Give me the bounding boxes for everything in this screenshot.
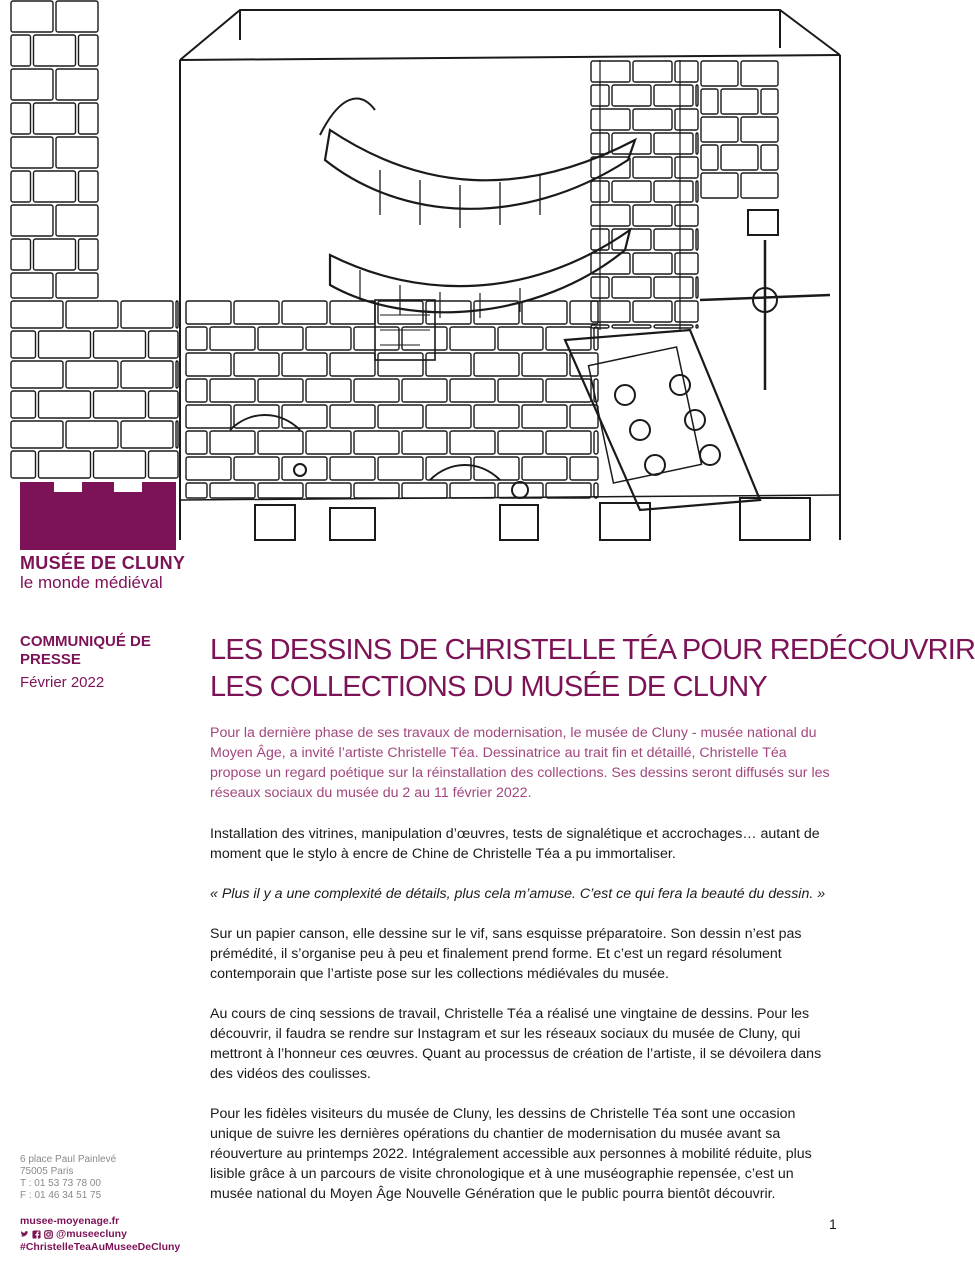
brick	[721, 89, 758, 114]
logo-shape	[20, 482, 176, 550]
brick	[675, 61, 698, 82]
body-paragraph-1: Installation des vitrines, manipulation d’œuvres, tests de signalétique et accrochages… autant de moment que le stylo à encre de Chine de Christelle Téa a pu immortaliser.	[210, 826, 820, 862]
brick	[701, 173, 738, 198]
brick	[94, 331, 146, 358]
brick	[701, 145, 718, 170]
brick	[633, 109, 672, 130]
brick	[378, 353, 423, 376]
brick	[675, 157, 698, 178]
brick	[591, 157, 630, 178]
page-number: 1	[829, 1216, 837, 1232]
brick	[612, 277, 651, 298]
brick	[330, 457, 375, 480]
social-line	[20, 1228, 210, 1241]
brick	[11, 69, 53, 100]
brick	[234, 301, 279, 324]
brick	[591, 109, 630, 130]
brick	[654, 229, 693, 250]
brick	[696, 85, 698, 106]
brick	[66, 361, 118, 388]
facebook-icon[interactable]	[32, 1230, 41, 1239]
brick	[11, 205, 53, 236]
brick	[79, 171, 99, 202]
brick	[450, 327, 495, 350]
logo-title[interactable]: MUSÉE DE CLUNY	[20, 553, 186, 573]
brick	[426, 353, 471, 376]
hero-illustration	[0, 0, 881, 548]
brick	[612, 325, 651, 328]
brick	[56, 1, 98, 32]
brick	[11, 361, 63, 388]
brick	[34, 171, 76, 202]
brick	[591, 301, 630, 322]
brick	[633, 301, 672, 322]
museum-address	[20, 1154, 190, 1202]
brick	[186, 353, 231, 376]
body-paragraph-2: Sur un papier canson, elle dessine sur le vif, sans esquisse préparatoire. Son dessin n’est pas prémédité, il s’organise peu à peu et finalement prend forme. Et c’est un regard résolument contemporain que l’artiste pose sur les collections médiévales du musée.	[210, 926, 802, 982]
brick	[258, 483, 303, 498]
brick	[696, 325, 698, 328]
brick	[450, 379, 495, 402]
body-paragraph-3: Au cours de cinq sessions de travail, Christelle Téa a réalisé une vingtaine de dessins. Pour les découvrir, il faudra se rendre sur Instagram et sur les réseaux sociaux du musée de Cluny, qui mettront à l’honneur ces œuvres. Quant au processus de création de l’artiste, il se dévoilera dans des vidéos des coulisses.	[210, 1006, 822, 1082]
brick	[378, 405, 423, 428]
brick	[282, 405, 327, 428]
brick	[675, 205, 698, 226]
brick	[450, 483, 495, 498]
logo-subtitle: le monde médiéval	[20, 573, 163, 592]
brick	[330, 353, 375, 376]
instagram-icon[interactable]	[44, 1230, 53, 1239]
brick	[234, 457, 279, 480]
brick	[282, 457, 327, 480]
brick	[633, 157, 672, 178]
brick	[56, 273, 98, 298]
brick	[402, 379, 447, 402]
brick	[696, 133, 698, 154]
brick	[570, 457, 598, 480]
brick	[701, 89, 718, 114]
brick	[633, 205, 672, 226]
brick	[498, 327, 543, 350]
brick	[258, 431, 303, 454]
brick	[186, 483, 207, 498]
title-line-2: LES COLLECTIONS DU MUSÉE DE CLUNY	[210, 671, 767, 703]
brick	[721, 145, 758, 170]
brick	[696, 229, 698, 250]
brick	[306, 483, 351, 498]
address-street: 6 place Paul Painlevé	[20, 1154, 117, 1165]
brick	[654, 277, 693, 298]
brick	[761, 145, 778, 170]
brick	[11, 1, 53, 32]
brick	[591, 205, 630, 226]
brick	[633, 61, 672, 82]
brick	[522, 353, 567, 376]
brick	[282, 353, 327, 376]
brick	[11, 273, 53, 298]
website-link[interactable]: musee-moyenage.fr	[20, 1215, 120, 1227]
brick	[546, 483, 591, 498]
brick	[594, 431, 598, 454]
brick	[210, 327, 255, 350]
brick	[11, 35, 31, 66]
brick	[612, 181, 651, 202]
brick	[522, 405, 567, 428]
logo-crenellation-icon	[20, 482, 176, 550]
artist-quote: « Plus il y a une complexité de détails, plus cela m’amuse. C’est ce qui fera la beauté du dessin. »	[210, 886, 826, 902]
brick	[66, 421, 118, 448]
brick	[498, 379, 543, 402]
brick	[11, 451, 36, 478]
brick	[594, 483, 598, 498]
page-title	[210, 632, 975, 706]
brick	[612, 229, 651, 250]
brick	[210, 379, 255, 402]
brick	[121, 301, 173, 328]
brick	[402, 483, 447, 498]
brick	[378, 457, 423, 480]
brick	[34, 239, 76, 270]
brick	[701, 61, 738, 86]
brick	[402, 431, 447, 454]
brick	[474, 353, 519, 376]
brick	[121, 361, 173, 388]
brick	[741, 117, 778, 142]
press-release-label: COMMUNIQUÉ DE PRESSE	[20, 633, 151, 668]
brick	[761, 89, 778, 114]
brick	[701, 117, 738, 142]
brick	[94, 451, 146, 478]
brick	[176, 301, 178, 328]
address-phone: T : 01 53 73 78 00	[20, 1178, 101, 1189]
brick	[94, 391, 146, 418]
brick	[56, 137, 98, 168]
intro-paragraph: Pour la dernière phase de ses travaux de modernisation, le musée de Cluny - musée national du Moyen Âge, a invité l’artiste Christelle Téa. Dessinatrice au trait fin et détaillé, Christelle Téa propose un regard poétique sur la réinstallation des collections. Ses dessins seront diffusés sur les réseaux sociaux du musée du 2 au 11 février 2022.	[210, 725, 830, 801]
brick	[570, 405, 598, 428]
brick	[741, 173, 778, 198]
brick	[654, 325, 693, 328]
brick	[210, 431, 255, 454]
brick	[121, 421, 173, 448]
twitter-icon[interactable]	[20, 1230, 29, 1239]
brick	[654, 133, 693, 154]
brick	[11, 301, 63, 328]
brick	[39, 451, 91, 478]
brick	[39, 331, 91, 358]
brick	[11, 137, 53, 168]
brick	[330, 301, 375, 324]
brick	[56, 69, 98, 100]
brick	[11, 239, 31, 270]
brick	[34, 35, 76, 66]
brick	[654, 181, 693, 202]
brick	[149, 331, 179, 358]
brick	[612, 85, 651, 106]
brick	[675, 253, 698, 274]
brick	[11, 421, 63, 448]
body-paragraph-4: Pour les fidèles visiteurs du musée de Cluny, les dessins de Christelle Téa sont une occasion unique de suivre les dernières opérations du chantier de modernisation du musée avant sa réouverture au printemps 2022. Intégralement accessible aux personnes à mobilité réduite, plus lisible grâce à un parcours de visite chronologique et à une muséographie repensée, c’est un musée national du Moyen Âge Nouvelle Génération que le public pourra bientôt découvrir.	[210, 1106, 812, 1202]
brick	[234, 353, 279, 376]
brick	[56, 205, 98, 236]
hashtag[interactable]: #ChristelleTeaAuMuseeDeCluny	[20, 1241, 181, 1253]
brick	[675, 109, 698, 130]
brick	[11, 171, 31, 202]
brick	[11, 391, 36, 418]
brick	[258, 327, 303, 350]
brick	[306, 379, 351, 402]
brick	[498, 431, 543, 454]
contact-links	[20, 1215, 210, 1254]
brick	[696, 277, 698, 298]
brick	[149, 451, 179, 478]
brick	[11, 331, 36, 358]
brick	[186, 405, 231, 428]
brick	[354, 431, 399, 454]
brick	[546, 431, 591, 454]
brick	[474, 405, 519, 428]
brick	[34, 103, 76, 134]
brick	[176, 421, 178, 448]
brick	[498, 483, 543, 498]
brick	[186, 431, 207, 454]
brick	[633, 253, 672, 274]
address-fax: F : 01 46 34 51 75	[20, 1190, 102, 1201]
brick	[258, 379, 303, 402]
brick	[450, 431, 495, 454]
brick	[79, 103, 99, 134]
brick	[570, 301, 598, 324]
brick	[741, 61, 778, 86]
brick	[522, 301, 567, 324]
brick	[186, 327, 207, 350]
address-city: 75005 Paris	[20, 1166, 74, 1177]
brick	[330, 405, 375, 428]
brick	[186, 301, 231, 324]
brick	[696, 181, 698, 202]
brick	[66, 301, 118, 328]
brick	[11, 103, 31, 134]
brick	[282, 301, 327, 324]
brick	[79, 35, 99, 66]
brick	[306, 431, 351, 454]
brick	[354, 483, 399, 498]
museum-vitrine-drawing-icon	[0, 0, 881, 548]
press-release-date: Février 2022	[20, 674, 105, 691]
brick	[39, 391, 91, 418]
brick	[675, 301, 698, 322]
social-handle[interactable]: @museecluny	[56, 1228, 127, 1240]
title-line-1: LES DESSINS DE CHRISTELLE TÉA POUR REDÉCOUVRIR	[210, 634, 975, 666]
brick	[186, 379, 207, 402]
brick	[306, 327, 351, 350]
brick	[176, 361, 178, 388]
brick	[149, 391, 179, 418]
brick	[426, 405, 471, 428]
brick	[210, 483, 255, 498]
brick	[186, 457, 231, 480]
brick	[591, 61, 630, 82]
brick	[354, 379, 399, 402]
brick	[79, 239, 99, 270]
brick	[654, 85, 693, 106]
brick	[522, 457, 567, 480]
